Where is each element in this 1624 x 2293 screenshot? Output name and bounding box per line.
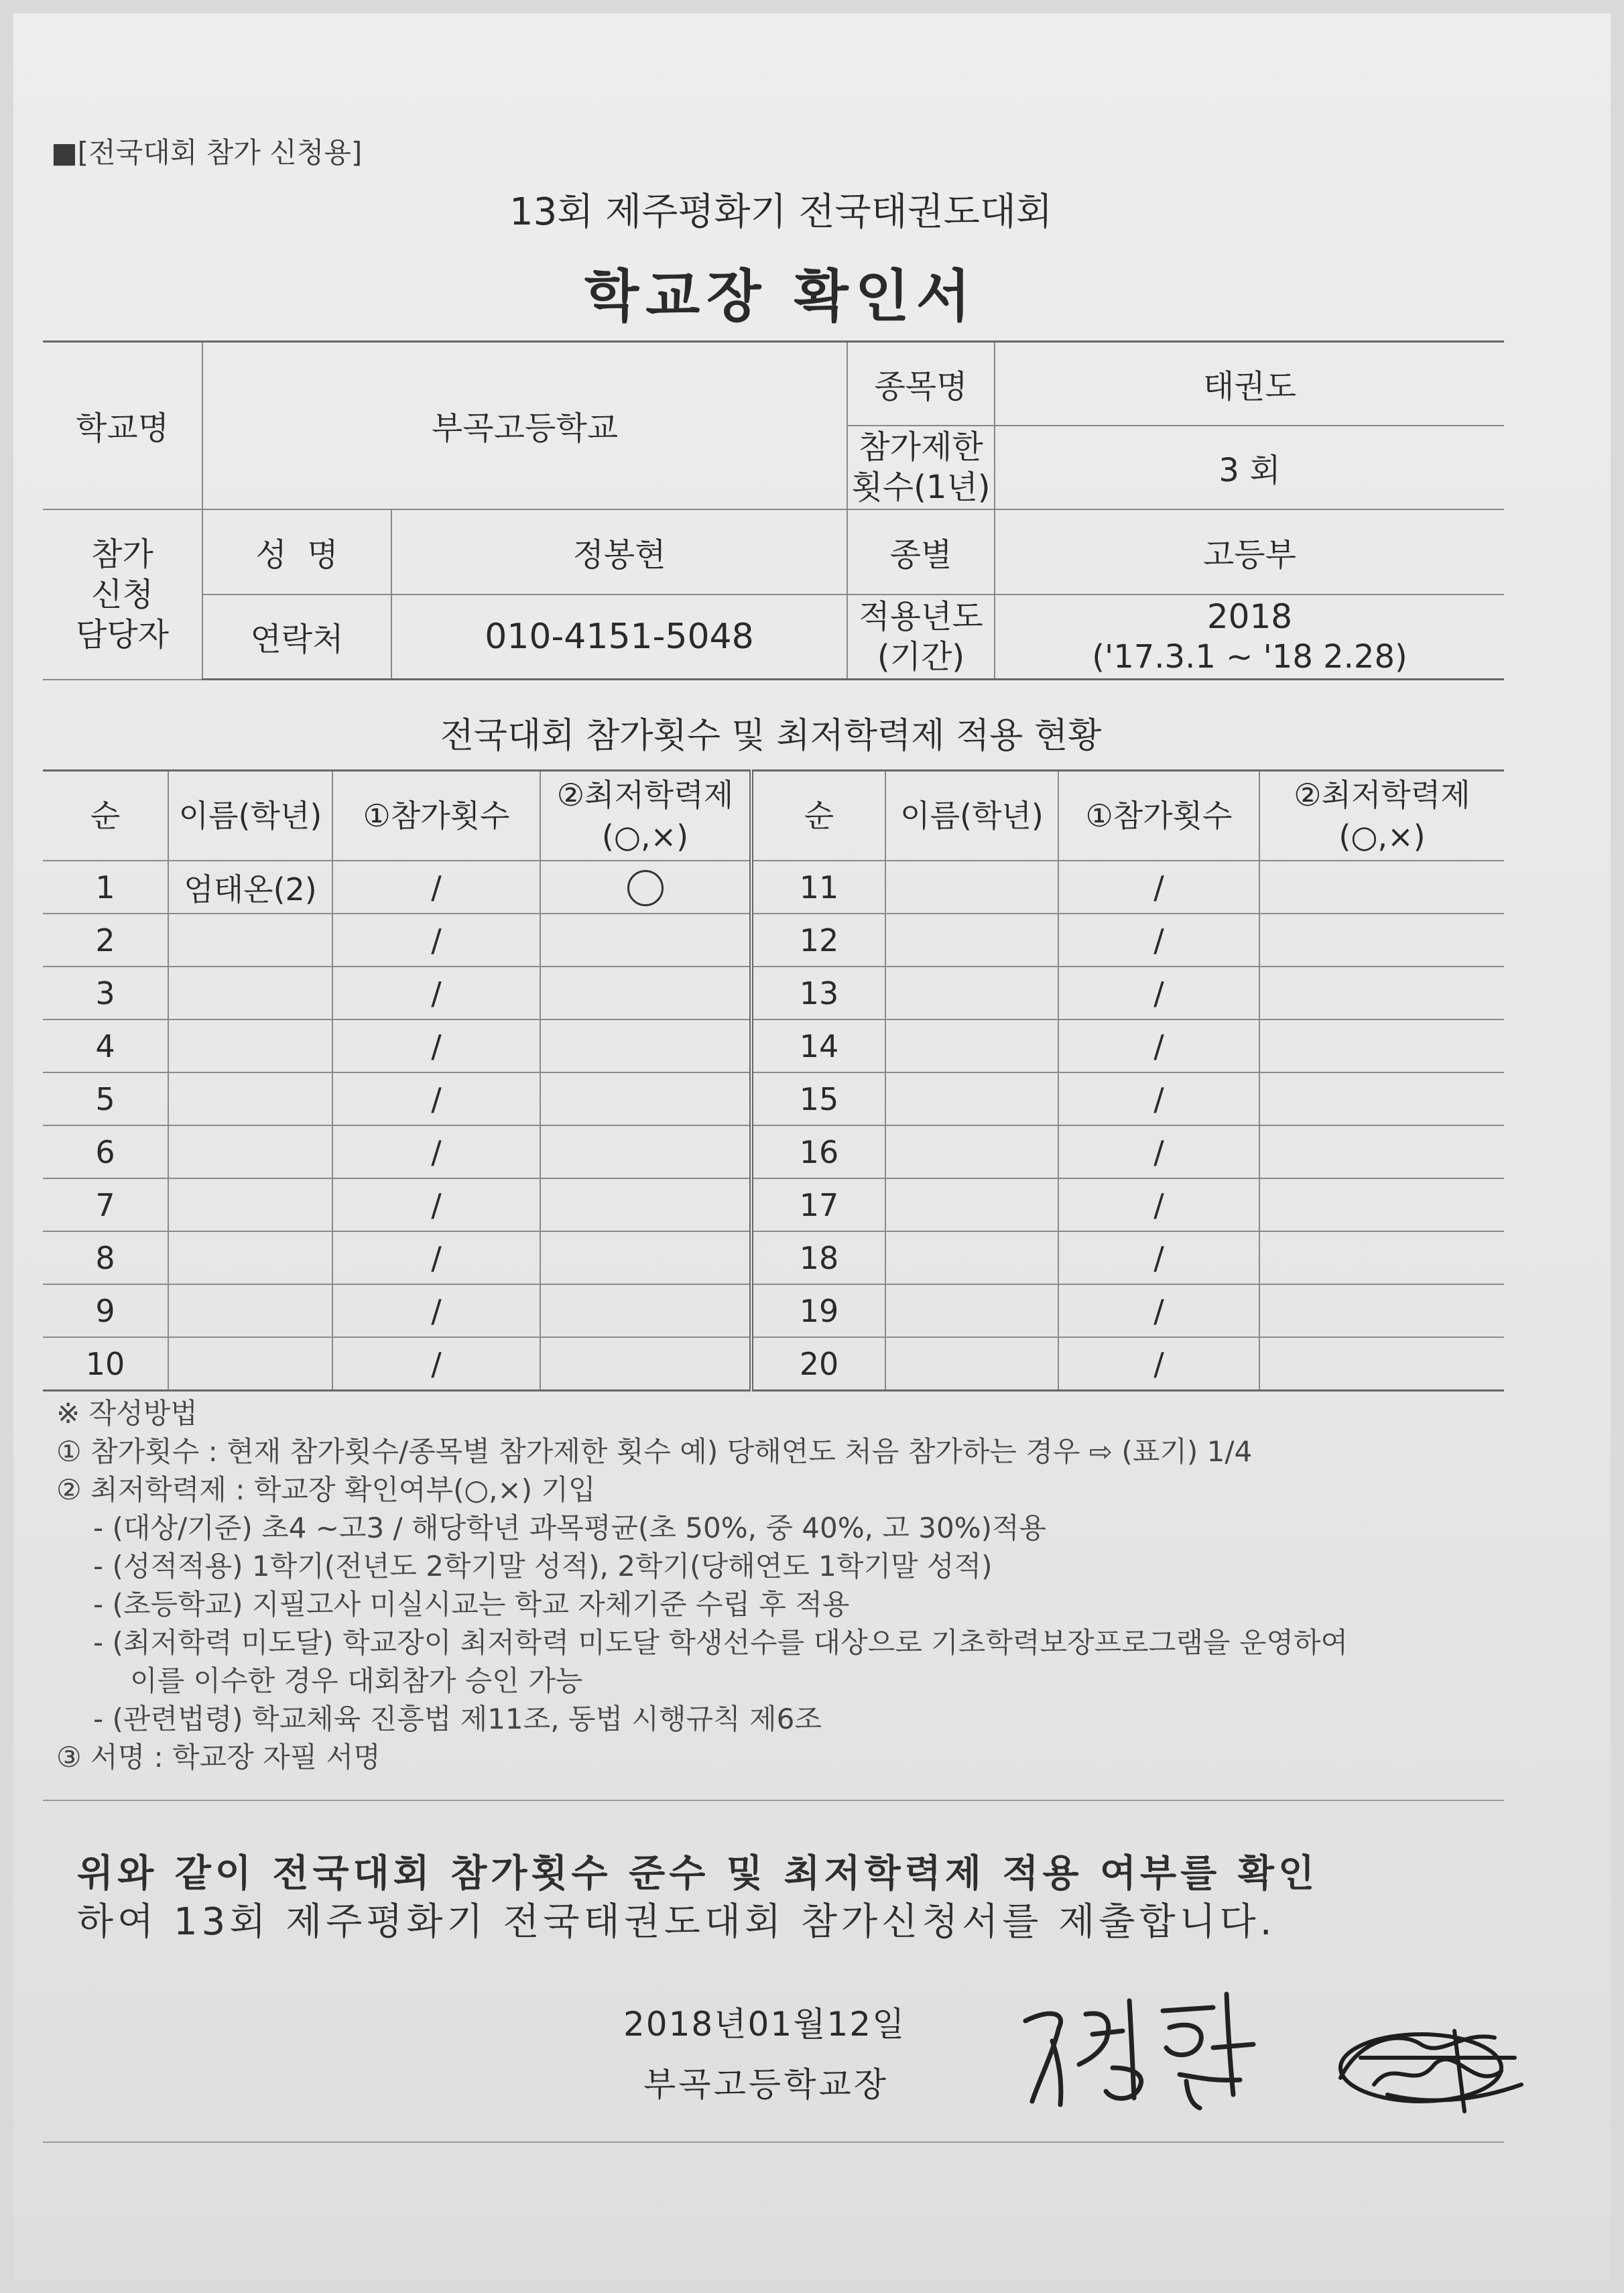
- contact-label: 연락처: [202, 595, 391, 680]
- instruction-4: - (성적적용) 1학기(전년도 2학기말 성적), 2학기(당해연도 1학기말 성적): [93, 1550, 993, 1583]
- competition-subtitle: 13회 제주평화기 전국태권도대회: [509, 190, 1053, 234]
- row-count-left: /: [332, 1072, 540, 1125]
- instruction-6: - (최저학력 미도달) 학교장이 최저학력 미도달 학생선수를 대상으로 기초학력보장프로그램을 운영하여: [93, 1626, 1349, 1659]
- row-no-right: 18: [751, 1231, 885, 1284]
- col-no-right: 순: [751, 771, 885, 861]
- row-no-right: 13: [751, 967, 885, 1019]
- row-name-left: [168, 1231, 332, 1284]
- form-tag: ■[전국대회 참가 신청용]: [51, 136, 363, 169]
- row-count-left: /: [332, 1125, 540, 1178]
- sign-date: 2018년01월12일: [623, 2005, 906, 2044]
- declaration: 위와 같이 전국대회 참가횟수 준수 및 최저학력제 적용 여부를 확인 하여 13회 제주평화기 전국태권도대회 참가신청서를 제출합니다.: [77, 1852, 1319, 1944]
- row-no-right: 14: [751, 1019, 885, 1072]
- row-academic-left: [540, 1284, 751, 1337]
- row-academic-right: [1259, 1178, 1504, 1231]
- row-name-right: [885, 1178, 1058, 1231]
- row-count-left: /: [332, 1178, 540, 1231]
- row-no-right: 11: [751, 861, 885, 914]
- school-info-table: [43, 340, 1504, 680]
- name-value: 정봉현: [391, 509, 847, 595]
- row-no-right: 19: [751, 1284, 885, 1337]
- event-value: 태권도: [995, 342, 1504, 426]
- row-name-left: [168, 1019, 332, 1072]
- row-no-right: 15: [751, 1072, 885, 1125]
- row-name-right: [885, 1231, 1058, 1284]
- row-academic-right: [1259, 914, 1504, 967]
- table-row: [43, 1125, 1504, 1178]
- row-name-left: [168, 1072, 332, 1125]
- row-count-left: /: [332, 1019, 540, 1072]
- row-academic-right: [1259, 967, 1504, 1019]
- row-no-right: 12: [751, 914, 885, 967]
- limit-label: 참가제한 횟수(1년): [847, 426, 995, 509]
- row-academic-right: [1259, 861, 1504, 914]
- row-name-right: [885, 967, 1058, 1019]
- row-name-right: [885, 1072, 1058, 1125]
- handwritten-signature: [1012, 1981, 1280, 2115]
- school-name-value: 부곡고등학교: [202, 342, 847, 509]
- row-count-right: /: [1058, 861, 1259, 914]
- row-name-left: 엄태온(2): [168, 861, 332, 914]
- instruction-7: 이를 이수한 경우 대회참가 승인 가능: [130, 1664, 583, 1697]
- row-no-left: 6: [43, 1125, 168, 1178]
- instructions-heading: ※ 작성방법: [56, 1397, 198, 1430]
- participation-table: [43, 769, 1504, 1391]
- row-count-left: /: [332, 1231, 540, 1284]
- principal-title: 부곡고등학교장: [643, 2065, 889, 2104]
- row-count-left: /: [332, 861, 540, 914]
- seal-stamp-signature: [1320, 2018, 1535, 2118]
- col-count-left: ①참가횟수: [332, 771, 540, 861]
- row-name-right: [885, 1125, 1058, 1178]
- col-count-right: ①참가횟수: [1058, 771, 1259, 861]
- row-no-right: 20: [751, 1337, 885, 1391]
- school-name-label: 학교명: [43, 342, 202, 509]
- document-title: 학교장 확인서: [584, 263, 978, 329]
- instruction-1: ① 참가횟수 : 현재 참가횟수/종목별 참가제한 횟수 예) 당해연도 처음 참가하는 경우 ⇨ (표기) 1/4: [56, 1435, 1253, 1468]
- instruction-5: - (초등학교) 지필고사 미실시교는 학교 자체기준 수립 후 적용: [93, 1588, 850, 1621]
- row-no-left: 4: [43, 1019, 168, 1072]
- row-count-right: /: [1058, 1072, 1259, 1125]
- row-academic-right: [1259, 1072, 1504, 1125]
- event-label: 종목명: [847, 342, 995, 426]
- row-no-left: 10: [43, 1337, 168, 1391]
- row-academic-left: [540, 914, 751, 967]
- row-academic-left: [540, 1072, 751, 1125]
- name-label: 성 명: [202, 509, 391, 595]
- row-count-left: /: [332, 1284, 540, 1337]
- row-name-right: [885, 1337, 1058, 1391]
- row-academic-left: [540, 967, 751, 1019]
- division-label: 종별: [847, 509, 995, 595]
- row-name-left: [168, 914, 332, 967]
- row-name-right: [885, 914, 1058, 967]
- divider-bottom: [43, 2142, 1504, 2143]
- row-no-left: 3: [43, 967, 168, 1019]
- applicant-label: 참가 신청 담당자: [43, 509, 202, 680]
- instruction-3: - (대상/기준) 초4 ~고3 / 해당학년 과목평균(초 50%, 중 40%, 고 30%)적용: [93, 1511, 1047, 1544]
- contact-value: 010-4151-5048: [391, 595, 847, 680]
- row-count-left: /: [332, 914, 540, 967]
- year-label: 적용년도 (기간): [847, 595, 995, 680]
- row-count-right: /: [1058, 914, 1259, 967]
- row-count-right: /: [1058, 1337, 1259, 1391]
- row-academic-right: [1259, 1125, 1504, 1178]
- row-academic-right: [1259, 1019, 1504, 1072]
- row-academic-left: [540, 1337, 751, 1391]
- row-academic-left: [540, 1019, 751, 1072]
- circle-mark-icon: [627, 870, 664, 906]
- year-value: 2018 ('17.3.1 ~ '18 2.28): [995, 595, 1504, 680]
- table-row: [43, 914, 1504, 967]
- table-row: [43, 1178, 1504, 1231]
- row-name-right: [885, 1019, 1058, 1072]
- row-academic-left: [540, 1178, 751, 1231]
- row-count-right: /: [1058, 1231, 1259, 1284]
- row-name-right: [885, 1284, 1058, 1337]
- row-name-right: [885, 861, 1058, 914]
- row-academic-left: [540, 1125, 751, 1178]
- row-name-left: [168, 1284, 332, 1337]
- row-no-left: 5: [43, 1072, 168, 1125]
- instruction-2: ② 최저학력제 : 학교장 확인여부(○,×) 기입: [56, 1473, 596, 1506]
- table-row: [43, 967, 1504, 1019]
- row-no-left: 9: [43, 1284, 168, 1337]
- row-name-left: [168, 1125, 332, 1178]
- row-count-right: /: [1058, 1284, 1259, 1337]
- table-row: [43, 861, 1504, 914]
- col-name-left: 이름(학년): [168, 771, 332, 861]
- row-academic-left: [540, 1231, 751, 1284]
- row-name-left: [168, 1337, 332, 1391]
- row-academic-right: [1259, 1284, 1504, 1337]
- col-name-right: 이름(학년): [885, 771, 1058, 861]
- row-no-left: 8: [43, 1231, 168, 1284]
- col-no-left: 순: [43, 771, 168, 861]
- row-no-right: 17: [751, 1178, 885, 1231]
- instruction-9: ③ 서명 : 학교장 자필 서명: [56, 1741, 381, 1774]
- row-name-left: [168, 967, 332, 1019]
- table-row: [43, 1072, 1504, 1125]
- row-no-right: 16: [751, 1125, 885, 1178]
- divider-top: [43, 1800, 1504, 1801]
- table-row: [43, 1337, 1504, 1391]
- col-academic-left: ②최저학력제 (○,×): [540, 771, 751, 861]
- row-count-right: /: [1058, 967, 1259, 1019]
- row-count-right: /: [1058, 1019, 1259, 1072]
- limit-value: 3 회: [995, 426, 1504, 509]
- row-count-left: /: [332, 1337, 540, 1391]
- participation-section-title: 전국대회 참가횟수 및 최저학력제 적용 현황: [440, 716, 1102, 756]
- row-no-left: 2: [43, 914, 168, 967]
- row-academic-right: [1259, 1337, 1504, 1391]
- row-no-left: 7: [43, 1178, 168, 1231]
- row-count-right: /: [1058, 1125, 1259, 1178]
- instruction-8: - (관련법령) 학교체육 진흥법 제11조, 동법 시행규칙 제6조: [93, 1702, 822, 1735]
- table-row: [43, 1284, 1504, 1337]
- table-row: [43, 1231, 1504, 1284]
- table-row: [43, 1019, 1504, 1072]
- row-name-left: [168, 1178, 332, 1231]
- row-no-left: 1: [43, 861, 168, 914]
- instructions: [56, 1394, 1511, 1776]
- document-page: [13, 13, 1611, 2280]
- row-academic-left: [540, 861, 751, 914]
- col-academic-right: ②최저학력제 (○,×): [1259, 771, 1504, 861]
- row-count-left: /: [332, 967, 540, 1019]
- row-academic-right: [1259, 1231, 1504, 1284]
- division-value: 고등부: [995, 509, 1504, 595]
- row-count-right: /: [1058, 1178, 1259, 1231]
